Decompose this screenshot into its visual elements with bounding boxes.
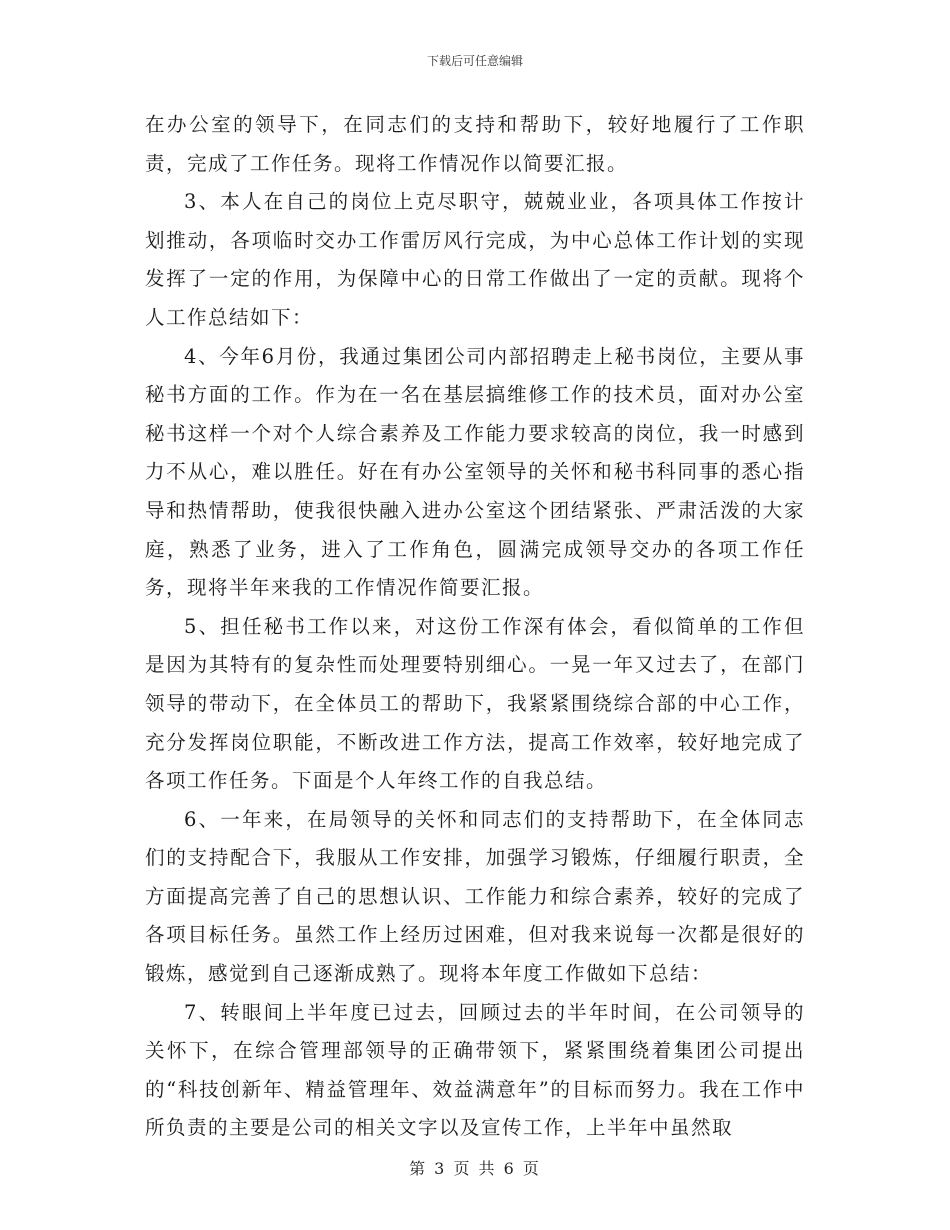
paragraph-6: 7、转眼间上半年度已过去，回顾过去的半年时间，在公司领导的关怀下，在综合管理部领导的正确带领下，紧紧围绕着集团公司提出的“科技创新年、精益管理年、效益满意年”的目标而努力。我在工作中所负责的主要是公司的相关文字以及宣传工作，上半年中虽然取 bbox=[145, 1000, 805, 1140]
paragraph-2: 3、本人在自己的岗位上克尽职守，兢兢业业，各项具体工作按计划推动，各项临时交办工作雷厉风行完成，为中心总体工作计划的实现发挥了一定的作用，为保障中心的日常工作做出了一定的贡献。现将个人工作总结如下： bbox=[145, 190, 805, 329]
paragraph-5: 6、一年来，在局领导的关怀和同志们的支持帮助下，在全体同志们的支持配合下，我服从工作安排，加强学习锻炼，仔细履行职责，全方面提高完善了自己的思想认识、工作能力和综合素养，较好的完成了各项目标任务。虽然工作上经历过困难，但对我来说每一次都是很好的锻炼，感觉到自己逐渐成熟了。现将本年度工作做如下总结： bbox=[145, 807, 805, 986]
document-body bbox=[145, 106, 805, 1148]
page-footer: 第 3 页 共 6 页 bbox=[409, 1159, 541, 1178]
page-header: 下载后可任意编辑 bbox=[426, 54, 523, 68]
paragraph-4: 5、担任秘书工作以来，对这份工作深有体会，看似简单的工作但是因为其特有的复杂性而处理要特别细心。一晃一年又过去了，在部门领导的带动下，在全体员工的帮助下，我紧紧围绕综合部的中心工作，充分发挥岗位职能，不断改进工作方法，提高工作效率，较好地完成了各项工作任务。下面是个人年终工作的自我总结。 bbox=[145, 614, 805, 793]
paragraph-3: 4、今年6月份，我通过集团公司内部招聘走上秘书岗位，主要从事秘书方面的工作。作为在一名在基层搞维修工作的技术员，面对办公室秘书这样一个对个人综合素养及工作能力要求较高的岗位，我一时感到力不从心，难以胜任。好在有办公室领导的关怀和秘书科同事的悉心指导和热情帮助，使我很快融入进办公室这个团结紧张、严肃活泼的大家庭，熟悉了业务，进入了工作角色，圆满完成领导交办的各项工作任务，现将半年来我的工作情况作简要汇报。 bbox=[145, 344, 805, 600]
paragraph-1: 在办公室的领导下，在同志们的支持和帮助下，较好地履行了工作职责，完成了工作任务。现将工作情况作以简要汇报。 bbox=[145, 113, 805, 175]
